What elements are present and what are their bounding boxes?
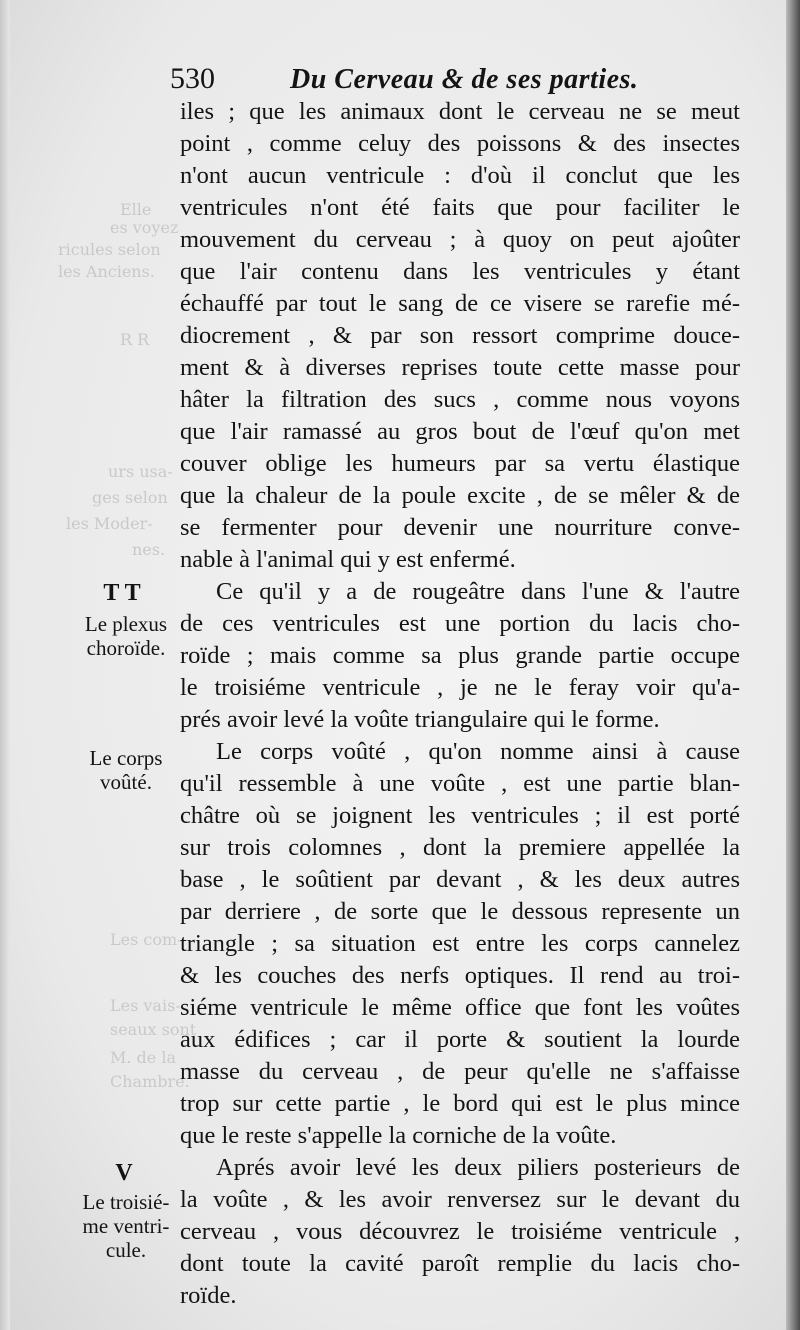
text-line: n'ont aucun ventricule : d'où il conclut que les <box>180 162 740 189</box>
show-through-text: nes. <box>132 540 166 559</box>
margin-note-troisieme-ventricule <box>70 1190 182 1262</box>
text-line: ventricules n'ont été faits que pour faciliter le <box>180 194 740 221</box>
show-through-text: urs usa- <box>108 462 173 481</box>
page-number: 530 <box>170 62 215 95</box>
text-line: point , comme celuy des poissons & des insectes <box>180 130 740 157</box>
text-line: se fermenter pour devenir une nourriture conve- <box>180 514 740 541</box>
paragraph <box>180 576 740 736</box>
page-left-edge <box>0 0 10 1330</box>
show-through-text: Les vais- <box>110 996 181 1015</box>
text-line: la voûte , & les avoir renversez sur le devant du <box>180 1186 740 1213</box>
text-line: que l'air ramassé au gros bout de l'œuf qu'on met <box>180 418 740 445</box>
show-through-text: Les com- <box>110 930 183 949</box>
text-line: le troisiéme ventricule , je ne le feray voir qu'a- <box>180 674 740 701</box>
text-line: triangle ; sa situation est entre les corps cannelez <box>180 930 740 957</box>
text-line: aux édifices ; car il porte & soutient la lourde <box>180 1026 740 1053</box>
margin-note-corps-voute <box>70 746 182 794</box>
running-header <box>170 58 750 98</box>
text-line: cerveau , vous découvrez le troisiéme ventricule , <box>180 1218 740 1245</box>
text-line: que la chaleur de la poule excite , de se mêler & de <box>180 482 740 509</box>
text-line: prés avoir levé la voûte triangulaire qui le forme. <box>180 706 660 733</box>
show-through-text: M. de la <box>110 1048 177 1067</box>
show-through-text: Elle <box>120 200 152 219</box>
text-line: qu'il ressemble à une voûte , est une partie blan- <box>180 770 740 797</box>
text-line: masse du cerveau , de peur qu'elle ne s'affaisse <box>180 1058 740 1085</box>
text-line: ment & à diverses reprises toute cette masse pour <box>180 354 740 381</box>
margin-note-line: Le plexus <box>84 612 168 636</box>
margin-note-line: Le troisié- <box>82 1190 170 1214</box>
paragraph <box>180 736 740 1152</box>
text-line: mouvement du cerveau ; à quoy on peut ajoûter <box>180 226 740 253</box>
text-line: hâter la filtration des sucs , comme nous voyons <box>180 386 740 413</box>
text-line: siéme ventricule le même office que font les voûtes <box>180 994 740 1021</box>
text-line: & les couches des nerfs optiques. Il rend au troi- <box>180 962 740 989</box>
text-line: iles ; que les animaux dont le cerveau ne se meut <box>180 98 740 125</box>
show-through-text: ricules selon <box>58 240 161 259</box>
margin-letter-v: V <box>115 1160 133 1186</box>
text-line: Le corps voûté , qu'on nomme ainsi à cause <box>216 738 740 765</box>
text-line: que le reste s'appelle la corniche de la voûte. <box>180 1122 617 1149</box>
text-line: roïde ; mais comme sa plus grande partie occupe <box>180 642 740 669</box>
text-line: couver oblige les humeurs par sa vertu élastique <box>180 450 740 477</box>
text-line: châtre où se joignent les ventricules ; il est porté <box>180 802 740 829</box>
main-text <box>180 96 740 1312</box>
text-line: par derriere , de sorte que le dessous represente un <box>180 898 740 925</box>
show-through-text: ges selon <box>92 488 168 507</box>
text-line: échauffé par tout le sang de ce visere se rarefie mé- <box>180 290 740 317</box>
show-through-text: les Anciens. <box>58 262 155 281</box>
show-through-text: seaux sont <box>110 1020 197 1039</box>
text-line: diocrement , & par son ressort comprime douce- <box>180 322 740 349</box>
page-gutter-shadow <box>786 0 800 1330</box>
text-line: trop sur cette partie , le bord qui est le plus mince <box>180 1090 740 1117</box>
margin-note-line: choroïde. <box>86 636 166 660</box>
paragraph <box>180 1152 740 1312</box>
margin-note-line: Le corps <box>89 746 163 770</box>
show-through-text: les Moder- <box>66 514 153 533</box>
show-through-text: es voyez <box>110 218 179 237</box>
text-line: Ce qu'il y a de rougeâtre dans l'une & l'autre <box>216 578 740 605</box>
text-line: nable à l'animal qui y est enfermé. <box>180 546 516 573</box>
text-line: dont toute la cavité paroît remplie du lacis cho- <box>180 1250 740 1277</box>
paragraph <box>180 96 740 576</box>
text-line: roïde. <box>180 1282 237 1309</box>
margin-letter-tt: T T <box>103 580 141 606</box>
margin-note-line: cule. <box>105 1238 147 1262</box>
text-line: sur trois colomnes , dont la premiere appellée la <box>180 834 740 861</box>
text-line: de ces ventricules est une portion du lacis cho- <box>180 610 740 637</box>
text-line: que l'air contenu dans les ventricules y étant <box>180 258 740 285</box>
text-line: base , le soûtient par devant , & les deux autres <box>180 866 740 893</box>
show-through-text: Chambre. <box>110 1072 190 1091</box>
margin-note-line: me ventri- <box>82 1214 170 1238</box>
running-title: Du Cerveau & de ses parties. <box>290 64 639 95</box>
text-line: Aprés avoir levé les deux piliers posterieurs de <box>216 1154 740 1181</box>
margin-note-line: voûté. <box>100 770 152 794</box>
show-through-text: R R <box>120 330 150 349</box>
margin-note-plexus <box>70 612 182 660</box>
